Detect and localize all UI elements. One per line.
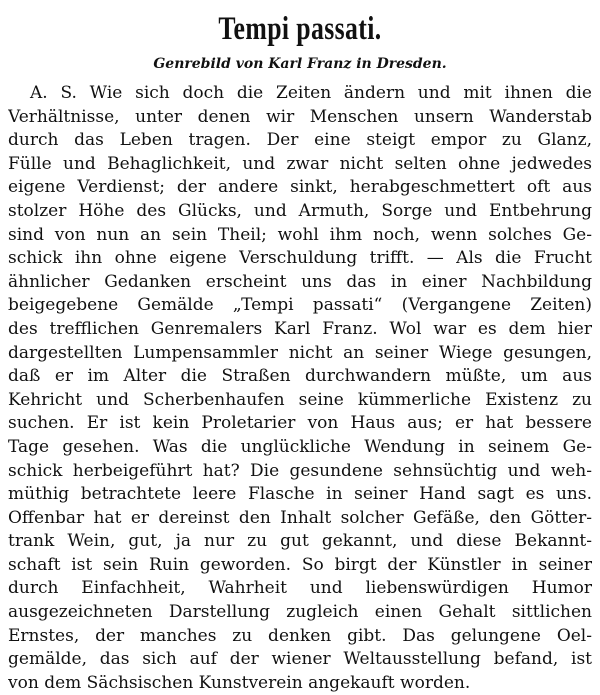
- body-line: des trefflichen Genremalers Karl Franz. Wol war es dem hier: [8, 318, 592, 339]
- body-line: Offenbar hat er dereinst den Inhalt solcher Gefäße, den Götter-: [8, 507, 592, 528]
- article-body: [8, 82, 592, 695]
- body-line: Ernstes, der manches zu denken gibt. Das gelungene Oel-: [8, 625, 592, 646]
- body-line: gemälde, das sich auf der wiener Weltausstellung befand, ist: [8, 649, 592, 670]
- body-line: ähnlicher Gedanken erscheint uns das in einer Nachbildung: [8, 271, 592, 292]
- body-line: ausgezeichneten Darstellung zugleich einen Gehalt sittlichen: [8, 602, 592, 623]
- body-line: daß er im Alter die Straßen durchwandern müßte, um aus: [8, 366, 592, 387]
- body-line: Kehricht und Scherbenhaufen seine kümmerliche Existenz zu: [8, 389, 592, 410]
- body-line: schaft ist sein Ruin geworden. So birgt der Künstler in seiner: [8, 554, 592, 575]
- body-line: beigegebene Gemälde „Tempi passati“ (Vergangene Zeiten): [8, 295, 592, 316]
- body-line: Fülle und Behaglichkeit, und zwar nicht selten ohne jedwedes: [8, 153, 592, 174]
- body-line: schick herbeigeführt hat? Die gesundene sehnsüchtig und weh-: [8, 460, 592, 481]
- body-line: dargestellten Lumpensammler nicht an seiner Wiege gesungen,: [8, 342, 592, 363]
- body-line: müthig betrachtete leere Flasche in seiner Hand sagt es uns.: [8, 484, 592, 505]
- body-line: durch das Leben tragen. Der eine steigt empor zu Glanz,: [8, 130, 592, 151]
- body-line: stolzer Höhe des Glücks, und Armuth, Sorge und Entbehrung: [8, 200, 592, 221]
- body-line: von dem Sächsischen Kunstverein angekauft worden.: [8, 672, 471, 693]
- body-line: sind von nun an sein Theil; wohl ihm noch, wenn solches Ge-: [8, 224, 592, 245]
- body-line: Verhältnisse, unter denen wir Menschen unsern Wanderstab: [8, 106, 592, 127]
- body-line: eigene Verdienst; der andere sinkt, herabgeschmettert oft aus: [8, 177, 592, 198]
- article-title: Tempi passati.: [218, 11, 382, 47]
- body-line: trank Wein, gut, ja nur zu gut gekannt, und diese Bekannt-: [8, 531, 592, 552]
- body-line: Tage gesehen. Was die unglückliche Wendung in seinem Ge-: [8, 436, 592, 457]
- body-line: suchen. Er ist kein Proletarier von Haus aus; er hat bessere: [8, 413, 592, 434]
- body-line: durch Einfachheit, Wahrheit und liebenswürdigen Humor: [8, 578, 592, 599]
- body-line: schick ihn ohne eigene Verschuldung trifft. — Als die Frucht: [8, 248, 592, 269]
- body-line: A. S. Wie sich doch die Zeiten ändern und mit ihnen die: [30, 83, 592, 103]
- article-subtitle: Genrebild von Karl Franz in Dresden.: [153, 56, 447, 72]
